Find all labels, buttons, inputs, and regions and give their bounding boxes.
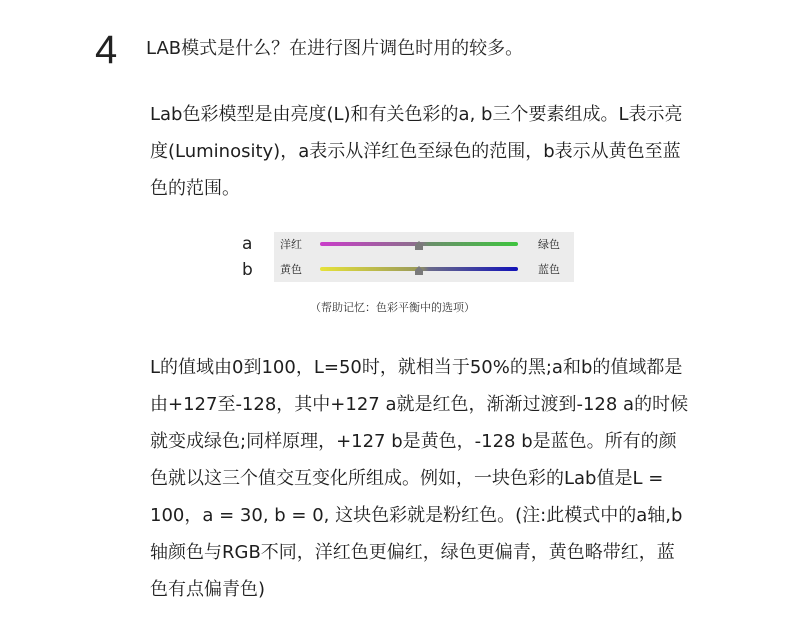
slider-left-label: 洋红 <box>280 238 302 251</box>
slider-left-label: 黄色 <box>280 263 302 276</box>
figure-caption: （帮助记忆：色彩平衡中的选项） <box>310 301 475 314</box>
intro-paragraph <box>150 96 710 207</box>
paragraph-line: 色有点偏青色) <box>150 579 266 600</box>
axis-label-b: b <box>242 260 253 280</box>
slider-row-yellow-blue <box>274 260 574 280</box>
paragraph-line: 轴颜色与RGB不同，洋红色更偏红，绿色更偏青，黄色略带红，蓝 <box>150 542 675 563</box>
slider-panel <box>274 232 574 282</box>
section-number: 4 <box>95 28 118 72</box>
paragraph-line: 就变成绿色;同样原理，+127 b是黄色，-128 b是蓝色。所有的颜 <box>150 431 677 452</box>
paragraph-line: L的值域由0到100，L=50时，就相当于50%的黑;a和b的值域都是 <box>150 357 683 378</box>
paragraph-line: 度(Luminosity)，a表示从洋红色至绿色的范围，b表示从黄色至蓝 <box>150 141 681 162</box>
axis-label-a: a <box>242 234 253 254</box>
paragraph-line: 100，a = 30, b = 0, 这块色彩就是粉红色。(注:此模式中的a轴,b <box>150 505 683 526</box>
slider-right-label: 绿色 <box>538 238 560 251</box>
value-range-paragraph <box>150 349 710 608</box>
paragraph-line: Lab色彩模型是由亮度(L)和有关色彩的a, b三个要素组成。L表示亮 <box>150 104 683 125</box>
paragraph-line: 由+127至-128，其中+127 a就是红色，渐渐过渡到-128 a的时候 <box>150 394 689 415</box>
paragraph-line: 色就以这三个值交互变化所组成。例如，一块色彩的Lab值是L = <box>150 468 664 489</box>
color-balance-figure <box>242 232 572 284</box>
paragraph-line: 色的范围。 <box>150 178 240 199</box>
slider-row-magenta-green <box>274 235 574 255</box>
section-title: LAB模式是什么？在进行图片调色时用的较多。 <box>146 38 524 59</box>
slider-right-label: 蓝色 <box>538 263 560 276</box>
